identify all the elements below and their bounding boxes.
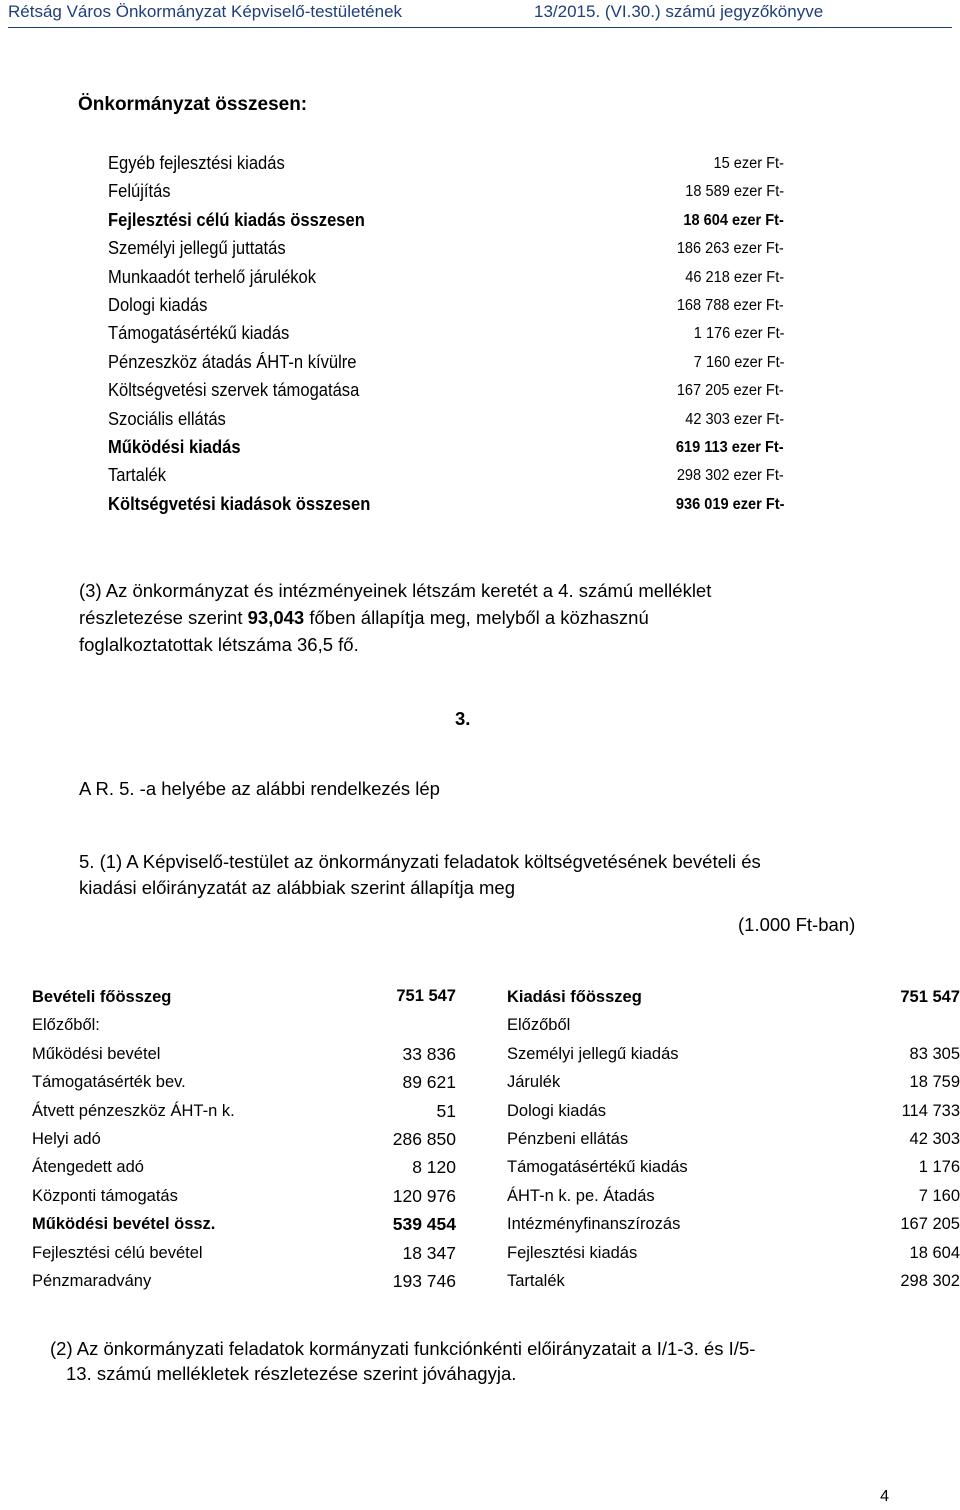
right-table-label: Támogatásértékű kiadás: [507, 1158, 688, 1177]
summary-row-value: 936 019 ezer Ft-: [675, 495, 784, 513]
summary-row-value: 18 604 ezer Ft-: [683, 211, 784, 229]
section-title: Önkormányzat összesen:: [78, 94, 308, 115]
summary-row-label: Költségvetési szervek támogatása: [108, 380, 360, 401]
summary-row-label: Egyéb fejlesztési kiadás: [108, 153, 285, 173]
left-table-label: Előzőből:: [32, 1016, 100, 1035]
left-table-value: 51: [436, 1100, 456, 1121]
summary-row-label: Költségvetési kiadások összesen: [108, 493, 371, 514]
para5-line2: kiadási előirányzatát az alábbiak szerint állapítja meg: [79, 877, 516, 898]
left-table-label: Helyi adó: [32, 1130, 101, 1148]
headcount-value: 93,043: [247, 607, 305, 628]
left-table-value: 33 836: [402, 1043, 456, 1064]
summary-row-value: 298 302 ezer Ft-: [677, 467, 784, 485]
left-table-value: 18 347: [402, 1242, 456, 1263]
right-table-value: 42 303: [909, 1130, 960, 1148]
left-table-label: Átvett pénzeszköz ÁHT-n k.: [32, 1101, 235, 1120]
summary-row-value: 18 589 ezer Ft-: [685, 183, 784, 201]
left-table-label: Működési bevétel össz.: [32, 1215, 216, 1234]
summary-row-label: Szociális ellátás: [108, 408, 226, 429]
right-table-value: 751 547: [900, 988, 960, 1006]
left-table-value: 8 120: [412, 1157, 456, 1178]
right-table-value: 167 205: [900, 1215, 960, 1234]
left-table-label: Átengedett adó: [32, 1158, 144, 1177]
para5-line1: 5. (1) A Képviselő-testület az önkormányzati feladatok költségvetésének bevételi és: [79, 851, 761, 872]
page-number: 4: [880, 1488, 889, 1505]
document-header-title: Rétság Város Önkormányzat Képviselő-testületének: [8, 2, 403, 21]
right-table-value: 1 176: [918, 1158, 960, 1177]
right-table-label: Előzőből: [507, 1016, 571, 1035]
right-table-value: 18 759: [909, 1073, 960, 1092]
summary-row-value: 1 176 ezer Ft-: [693, 325, 784, 343]
left-table-value: 286 850: [392, 1129, 456, 1149]
summary-row-value: 168 788 ezer Ft-: [677, 297, 784, 314]
summary-row-value: 42 303 ezer Ft-: [685, 410, 784, 428]
right-table-value: 7 160: [918, 1186, 960, 1205]
para3-line1: (3) Az önkormányzat és intézményeinek létszám keretét a 4. számú melléklet: [79, 580, 712, 601]
summary-row-label: Tartalék: [108, 465, 166, 486]
summary-row-value: 186 263 ezer Ft-: [677, 240, 784, 258]
left-table-value: 120 976: [392, 1185, 456, 1206]
section-mark: 3.: [455, 708, 471, 729]
right-table-label: Intézményfinanszírozás: [507, 1215, 681, 1234]
summary-row-label: Dologi kiadás: [108, 295, 208, 315]
left-table-value: 89 621: [402, 1072, 456, 1093]
para3-line2-rest: főben állapítja meg, melyből a közhasznú: [304, 607, 649, 628]
left-table-value: 193 746: [392, 1271, 456, 1291]
right-table-label: ÁHT-n k. pe. Átadás: [507, 1186, 655, 1205]
right-table-label: Kiadási főösszeg: [507, 988, 642, 1006]
right-table-value: 114 733: [901, 1101, 960, 1120]
summary-row-label: Személyi jellegű juttatás: [108, 238, 286, 259]
summary-row-label: Támogatásértékű kiadás: [108, 323, 290, 344]
unit-note: (1.000 Ft-ban): [738, 914, 856, 935]
right-table-label: Járulék: [507, 1073, 561, 1092]
summary-row-value: 619 113 ezer Ft-: [676, 439, 784, 456]
summary-row-value: 15 ezer Ft-: [713, 155, 784, 172]
right-table-label: Pénzbeni ellátás: [507, 1130, 629, 1148]
left-table-label: Működési bevétel: [32, 1044, 161, 1063]
left-table-label: Bevételi főösszeg: [32, 988, 172, 1006]
right-table-value: 83 305: [909, 1044, 960, 1063]
right-table-label: Tartalék: [507, 1272, 565, 1290]
left-table-value: 539 454: [392, 1214, 456, 1235]
right-table-label: Fejlesztési kiadás: [507, 1243, 638, 1262]
summary-row-value: 46 218 ezer Ft-: [685, 268, 784, 286]
summary-row-label: Felújítás: [108, 181, 171, 202]
left-table-label: Pénzmaradvány: [32, 1272, 152, 1290]
right-table-label: Dologi kiadás: [507, 1101, 607, 1120]
para3-line3: foglalkoztatottak létszáma 36,5 fő.: [79, 634, 359, 655]
left-table-label: Központi támogatás: [32, 1186, 178, 1205]
left-table-value: 751 547: [396, 987, 456, 1005]
para2-line2: 13. számú mellékletek részletezése szerint jóváhagyja.: [66, 1363, 517, 1384]
summary-row-label: Működési kiadás: [108, 437, 241, 457]
para2-line1: (2) Az önkormányzati feladatok kormányzati funkciónkénti előirányzatait a I/1-3. és I/5-: [50, 1338, 756, 1359]
right-table-label: Személyi jellegű kiadás: [507, 1044, 679, 1063]
left-table-label: Támogatásérték bev.: [32, 1073, 186, 1092]
amendment-line: A R. 5. -a helyébe az alábbi rendelkezés lép: [79, 778, 440, 799]
right-table-value: 298 302: [900, 1272, 960, 1290]
summary-row-value: 167 205 ezer Ft-: [677, 382, 784, 400]
right-table-value: 18 604: [909, 1243, 960, 1262]
summary-row-label: Fejlesztési célú kiadás összesen: [108, 209, 365, 230]
summary-row-label: Munkaadót terhelő járulékok: [108, 266, 317, 287]
summary-row-label: Pénzeszköz átadás ÁHT-n kívülre: [108, 351, 357, 372]
document-header-minutes: 13/2015. (VI.30.) számú jegyzőkönyve: [534, 2, 824, 21]
para3-line2: [79, 607, 649, 629]
para3-line2-text: részletezése szerint: [79, 607, 248, 628]
summary-row-value: 7 160 ezer Ft-: [693, 353, 784, 371]
header-divider: [8, 27, 952, 28]
left-table-label: Fejlesztési célú bevétel: [32, 1243, 203, 1262]
